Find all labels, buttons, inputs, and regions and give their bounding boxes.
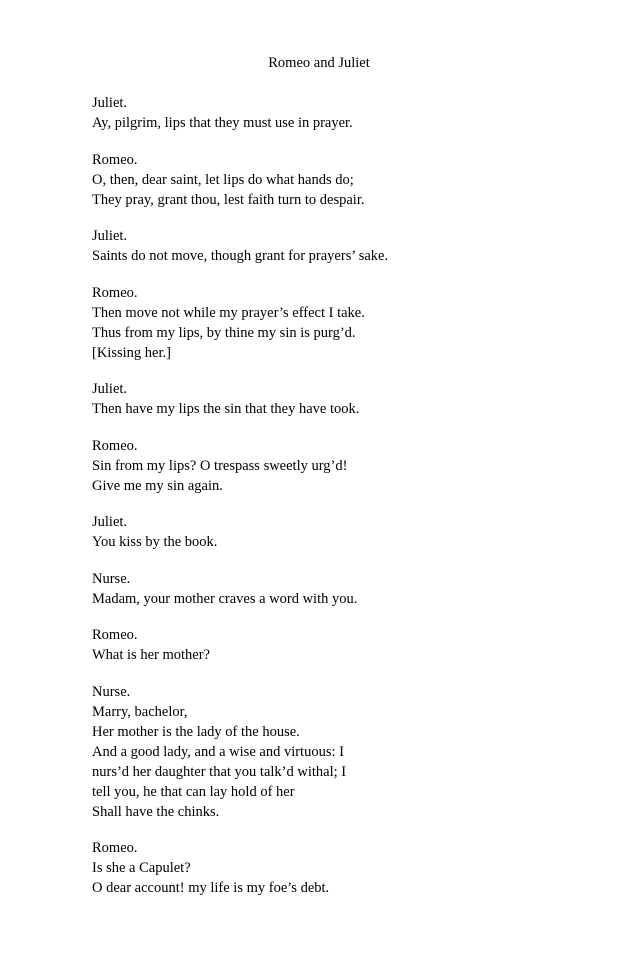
speaker-name: Juliet. [92, 381, 128, 397]
dialogue-block [92, 682, 552, 822]
speaker-name: Romeo. [92, 151, 138, 168]
dialogue-block [92, 150, 552, 210]
dialogue-line: nurs’d her daughter that you talk’d withal; I [92, 763, 347, 780]
dialogue-block [92, 512, 552, 552]
dialogue-line: They pray, grant thou, lest faith turn to despair. [92, 191, 365, 208]
dialogue-block [92, 625, 552, 665]
dialogue-line: tell you, he that can lay hold of her [92, 783, 295, 800]
dialogue-line: Give me my sin again. [92, 477, 223, 494]
speaker-name: Romeo. [92, 284, 138, 301]
dialogue-line: Shall have the chinks. [92, 803, 220, 820]
dialogue-block [92, 838, 552, 898]
dialogue-block [92, 569, 552, 609]
dialogue-line: And a good lady, and a wise and virtuous: I [92, 743, 344, 760]
dialogue-line: O, then, dear saint, let lips do what hands do; [92, 171, 354, 188]
dialogue-line: What is her mother? [92, 647, 210, 663]
document-title: Romeo and Juliet [268, 55, 370, 71]
dialogue-line: Sin from my lips? O trespass sweetly urg’d! [92, 457, 348, 474]
speaker-name: Juliet. [92, 514, 128, 530]
dialogue-line: Then move not while my prayer’s effect I take. [92, 304, 365, 321]
dialogue-body [92, 93, 552, 915]
speaker-name: Nurse. [92, 683, 131, 700]
dialogue-line: You kiss by the book. [92, 534, 218, 550]
speaker-name: Juliet. [92, 95, 128, 111]
dialogue-line: Thus from my lips, by thine my sin is purg’d. [92, 324, 356, 341]
dialogue-line: [Kissing her.] [92, 344, 171, 361]
dialogue-line: Ay, pilgrim, lips that they must use in prayer. [92, 115, 353, 131]
dialogue-line: Her mother is the lady of the house. [92, 723, 300, 740]
speaker-name: Romeo. [92, 627, 138, 643]
speaker-name: Nurse. [92, 570, 131, 587]
dialogue-line: Saints do not move, though grant for prayers’ sake. [92, 248, 389, 264]
speaker-name: Juliet. [92, 228, 128, 244]
dialogue-block [92, 436, 552, 496]
dialogue-line: Madam, your mother craves a word with you. [92, 590, 358, 607]
dialogue-block [92, 283, 552, 363]
speaker-name: Romeo. [92, 437, 138, 454]
dialogue-line: Marry, bachelor, [92, 703, 188, 720]
dialogue-line: Then have my lips the sin that they have took. [92, 401, 360, 417]
dialogue-block [92, 379, 552, 419]
dialogue-block [92, 226, 552, 266]
dialogue-block [92, 93, 552, 133]
dialogue-line: O dear account! my life is my foe’s debt. [92, 880, 330, 896]
speaker-name: Romeo. [92, 840, 138, 856]
dialogue-line: Is she a Capulet? [92, 860, 191, 876]
